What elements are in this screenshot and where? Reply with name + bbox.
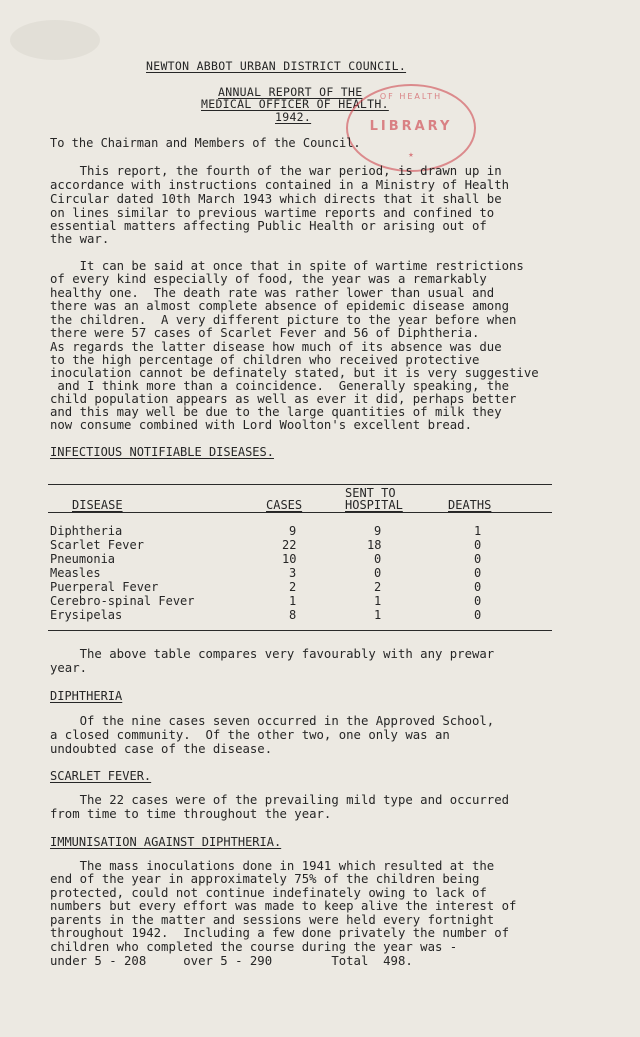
table-cell-cases: 9 — [289, 524, 297, 538]
intro-line: on lines similar to previous wartime reports and confined to — [50, 206, 495, 220]
report-title-line2: MEDICAL OFFICER OF HEALTH. — [201, 97, 389, 111]
general-line: there were 57 cases of Scarlet Fever and 56 of Diphtheria. — [50, 326, 480, 340]
intro-line: essential matters affecting Public Health or arising out of — [50, 219, 487, 233]
general-line: of every kind especially of food, the year was a remarkably — [50, 272, 487, 286]
report-title-line1: ANNUAL REPORT OF THE — [218, 85, 363, 99]
table-note-line: year. — [50, 661, 88, 675]
general-line: now consume combined with Lord Woolton's excellent bread. — [50, 418, 472, 432]
col-deaths: DEATHS — [448, 498, 492, 512]
general-line: inoculation cannot be definately stated, but it is very suggestive — [50, 366, 539, 380]
council-title: NEWTON ABBOT URBAN DISTRICT COUNCIL. — [146, 59, 407, 73]
report-year: 1942. — [275, 110, 312, 124]
table-cell-cases: 8 — [289, 608, 297, 622]
immunisation-line: children who completed the course during the year was - — [50, 940, 458, 954]
table-cell-cases: 3 — [289, 566, 297, 580]
table-cell-disease: Puerperal Fever — [50, 580, 159, 594]
diphtheria-line: Of the nine cases seven occurred in the Approved School, — [50, 714, 495, 728]
scarlet-line: from time to time throughout the year. — [50, 807, 332, 821]
general-line: child population appears as well as ever it did, perhaps better — [50, 392, 517, 406]
general-line: healthy one. The death rate was rather lower than usual and — [50, 286, 495, 300]
table-bottom-rule — [48, 630, 552, 631]
table-cell-hospital: 18 — [367, 538, 382, 552]
table-cell-cases: 1 — [289, 594, 297, 608]
table-cell-hospital: 2 — [374, 580, 382, 594]
stamp-library-word: LIBRARY — [369, 119, 453, 134]
col-cases: CASES — [266, 498, 303, 512]
table-cell-deaths: 0 — [474, 538, 482, 552]
table-cell-hospital: 1 — [374, 594, 382, 608]
general-line: there was an almost complete absence of epidemic disease among — [50, 299, 510, 313]
scarlet-line: The 22 cases were of the prevailing mild type and occurred — [50, 793, 510, 807]
immunisation-line: under 5 - 208 over 5 - 290 Total 498. — [50, 954, 413, 968]
immunisation-line: protected, could not continue indefinately owing to lack of — [50, 886, 487, 900]
table-cell-cases: 22 — [282, 538, 297, 552]
scarlet-heading: SCARLET FEVER. — [50, 769, 152, 783]
library-stamp — [346, 84, 476, 172]
general-line: As regards the latter disease how much of its absence was due — [50, 340, 502, 354]
col-disease: DISEASE — [72, 498, 123, 512]
immunisation-line: The mass inoculations done in 1941 which resulted at the — [50, 859, 495, 873]
table-cell-hospital: 1 — [374, 608, 382, 622]
table-cell-deaths: 0 — [474, 580, 482, 594]
intro-line: This report, the fourth of the war period, is drawn up in — [50, 164, 502, 178]
table-cell-hospital: 9 — [374, 524, 382, 538]
intro-line: Circular dated 10th March 1943 which directs that it shall be — [50, 192, 502, 206]
immunisation-line: parents in the matter and sessions were held every fortnight — [50, 913, 495, 927]
stamp-star-icon: ★ — [408, 150, 414, 160]
immunisation-heading: IMMUNISATION AGAINST DIPHTHERIA. — [50, 835, 282, 849]
table-note-line: The above table compares very favourably with any prewar — [50, 647, 495, 661]
table-header-rule — [48, 512, 552, 513]
intro-line: the war. — [50, 232, 110, 246]
general-line: to the high percentage of children who received protective — [50, 353, 480, 367]
diphtheria-line: a closed community. Of the other two, one only was an — [50, 728, 450, 742]
diphtheria-line: undoubted case of the disease. — [50, 742, 273, 756]
table-cell-cases: 10 — [282, 552, 297, 566]
table-cell-deaths: 1 — [474, 524, 482, 538]
immunisation-line: end of the year in approximately 75% of the children being — [50, 872, 480, 886]
diphtheria-heading: DIPHTHERIA — [50, 689, 123, 703]
immunisation-line: numbers but every effort was made to keep alive the interest of — [50, 899, 517, 913]
col-sent-line2: HOSPITAL — [345, 498, 403, 512]
table-cell-disease: Measles — [50, 566, 101, 580]
intro-line: accordance with instructions contained in a Ministry of Health — [50, 178, 510, 192]
table-cell-disease: Erysipelas — [50, 608, 123, 622]
infectious-heading: INFECTIOUS NOTIFIABLE DISEASES. — [50, 445, 274, 459]
table-cell-disease: Cerebro-spinal Fever — [50, 594, 195, 608]
table-cell-hospital: 0 — [374, 552, 382, 566]
stamp-top-text: OF HEALTH — [379, 92, 443, 101]
table-cell-deaths: 0 — [474, 594, 482, 608]
paper-smudge — [10, 20, 100, 60]
table-cell-hospital: 0 — [374, 566, 382, 580]
salutation: To the Chairman and Members of the Council. — [50, 136, 361, 150]
table-cell-deaths: 0 — [474, 608, 482, 622]
table-cell-deaths: 0 — [474, 552, 482, 566]
table-cell-disease: Diphtheria — [50, 524, 123, 538]
immunisation-line: throughout 1942. Including a few done privately the number of — [50, 926, 510, 940]
table-top-rule — [48, 484, 552, 485]
table-cell-disease: Pneumonia — [50, 552, 116, 566]
general-line: and I think more than a coincidence. Generally speaking, the — [50, 379, 510, 393]
col-sent-line1: SENT TO — [345, 486, 396, 500]
table-cell-cases: 2 — [289, 580, 297, 594]
general-line: It can be said at once that in spite of wartime restrictions — [50, 259, 524, 273]
general-line: the children. A very different picture to the year before when — [50, 313, 517, 327]
table-cell-deaths: 0 — [474, 566, 482, 580]
table-cell-disease: Scarlet Fever — [50, 538, 144, 552]
general-line: and this may well be due to the large quantities of milk they — [50, 405, 502, 419]
